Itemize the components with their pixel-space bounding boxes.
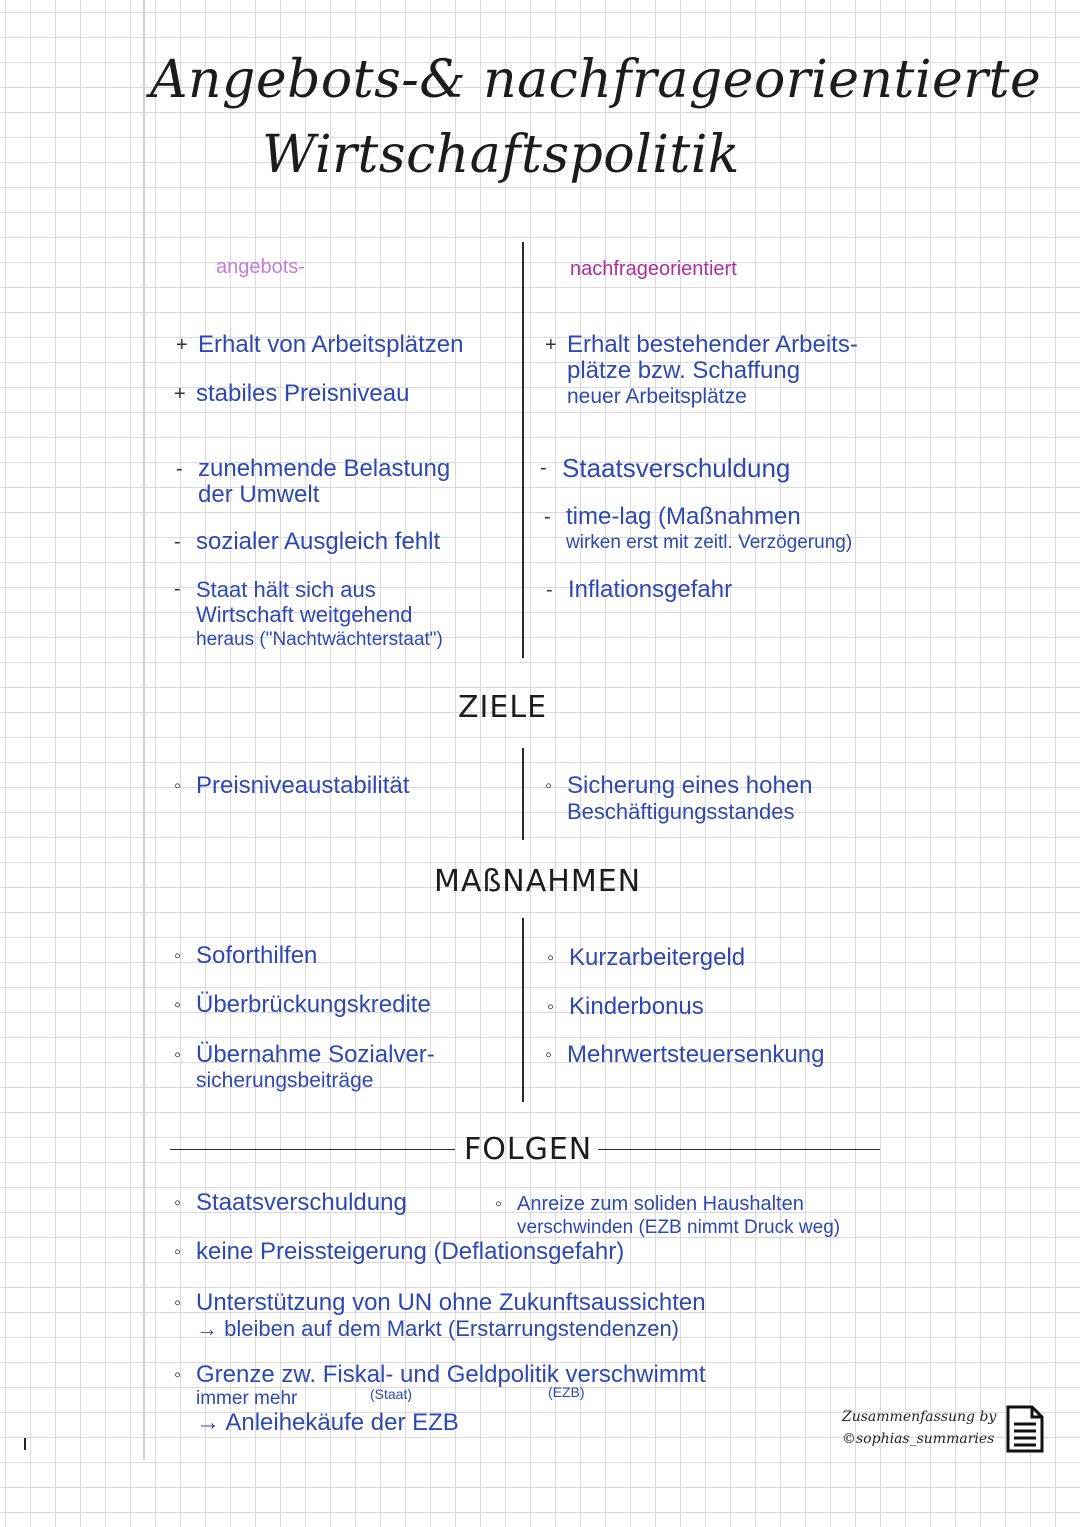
minus-icon: - xyxy=(176,458,183,480)
bullet-icon: ◦ xyxy=(174,1292,182,1314)
massnahmen-right-3 xyxy=(545,1041,825,1068)
page-title-line2: Wirtschaftspolitik xyxy=(262,125,740,185)
right-pro-1-text-a: Erhalt bestehender Arbeits- xyxy=(567,331,858,358)
bullet-icon: ◦ xyxy=(174,1192,182,1214)
right-pro-1-text-c: neuer Arbeitsplätze xyxy=(567,385,747,408)
folgen-item-3-text-b: → bleiben auf dem Markt (Erstarrungstendenzen) xyxy=(196,1316,680,1341)
right-pro-1-text-b: plätze bzw. Schaffung xyxy=(567,357,801,384)
bullet-icon: ◦ xyxy=(174,945,182,967)
folgen-item-3-text-a: Unterstützung von UN ohne Zukunftsaussichten xyxy=(196,1289,706,1316)
minus-icon: - xyxy=(174,531,181,553)
column-heading-left: angebots- xyxy=(216,256,305,278)
column-divider-ziele xyxy=(522,748,524,840)
section-heading-ziele: ZIELE xyxy=(458,690,548,725)
massnahmen-right-3-text: Mehrwertsteuersenkung xyxy=(567,1041,825,1068)
folgen-item-4-text-b: immer mehr xyxy=(196,1388,298,1409)
left-con-3 xyxy=(174,577,443,652)
folgen-item-1b-text-a: Anreize zum soliden Haushalten xyxy=(517,1193,804,1215)
minus-icon: - xyxy=(174,578,181,600)
right-con-2-text-a: time-lag (Maßnahmen xyxy=(566,503,801,530)
folgen-item-4-ezb: (EZB) xyxy=(548,1384,585,1400)
folgen-rule-right xyxy=(598,1149,880,1150)
footer-credit-line2: ©sophias_summaries xyxy=(842,1431,995,1447)
left-pro-2 xyxy=(174,380,410,407)
folgen-item-4 xyxy=(174,1361,706,1388)
folgen-item-1b-text-b: verschwinden (EZB nimmt Druck weg) xyxy=(517,1217,841,1238)
massnahmen-left-1-text: Soforthilfen xyxy=(196,942,318,969)
massnahmen-left-1 xyxy=(174,942,318,969)
folgen-item-2 xyxy=(174,1238,625,1265)
bullet-icon: ◦ xyxy=(545,775,553,797)
massnahmen-right-1-text: Kurzarbeitergeld xyxy=(569,944,746,971)
ziele-right xyxy=(545,772,813,825)
footer-credit xyxy=(842,1406,996,1450)
folgen-item-3 xyxy=(174,1289,706,1342)
bullet-icon: ◦ xyxy=(547,996,555,1018)
right-con-3 xyxy=(546,576,733,603)
bullet-icon: ◦ xyxy=(174,775,182,797)
bullet-icon: ◦ xyxy=(174,1364,182,1386)
page-title-line1: Angebots-& nachfrageorientierte xyxy=(150,50,1042,110)
massnahmen-left-3-text-b: sicherungsbeiträge xyxy=(196,1069,374,1092)
right-con-2 xyxy=(544,503,853,556)
folgen-item-4-text-c: → Anleihekäufe der EZB xyxy=(196,1409,459,1436)
left-con-1 xyxy=(176,455,451,508)
left-con-2-text: sozialer Ausgleich fehlt xyxy=(196,528,441,555)
bullet-icon: ◦ xyxy=(545,1044,553,1066)
massnahmen-right-2-text: Kinderbonus xyxy=(569,993,704,1020)
folgen-rule-left xyxy=(170,1149,455,1150)
bullet-icon: ◦ xyxy=(547,947,555,969)
massnahmen-left-2 xyxy=(174,991,431,1018)
edge-tick xyxy=(24,1438,26,1450)
bullet-icon: ◦ xyxy=(174,1044,182,1066)
massnahmen-left-2-text: Überbrückungskredite xyxy=(196,991,431,1018)
minus-icon: - xyxy=(540,457,547,479)
left-con-3-text-b: Wirtschaft weitgehend xyxy=(196,602,413,627)
folgen-item-4-staat: (Staat) xyxy=(370,1386,413,1402)
left-con-1-text-b: der Umwelt xyxy=(198,481,320,508)
minus-icon: - xyxy=(544,506,551,528)
folgen-item-1-text: Staatsverschuldung xyxy=(196,1189,407,1216)
folgen-item-2-text: keine Preissteigerung (Deflationsgefahr) xyxy=(196,1238,625,1265)
left-con-1-text-a: zunehmende Belastung xyxy=(198,455,451,482)
bullet-icon: ◦ xyxy=(174,994,182,1016)
column-divider-top xyxy=(522,242,524,658)
right-pro-1 xyxy=(545,331,858,410)
massnahmen-left-3 xyxy=(174,1041,435,1094)
left-con-2 xyxy=(174,528,441,555)
column-divider-massnahmen xyxy=(522,918,524,1102)
left-pro-1 xyxy=(176,331,464,358)
document-icon xyxy=(1005,1404,1045,1454)
left-pro-2-text: stabiles Preisniveau xyxy=(196,380,410,407)
column-heading-right: nachfrageorientiert xyxy=(570,258,737,280)
plus-icon: + xyxy=(174,383,186,405)
folgen-item-4-text-a: Grenze zw. Fiskal- und Geldpolitik verschwimmt xyxy=(196,1361,706,1388)
minus-icon: - xyxy=(546,579,553,601)
ziele-right-text-b: Beschäftigungsstandes xyxy=(567,799,795,824)
left-con-3-text-c: heraus ("Nachtwächterstaat") xyxy=(196,629,443,650)
plus-icon: + xyxy=(176,334,188,356)
section-heading-massnahmen: MAßNAHMEN xyxy=(434,864,642,899)
ziele-right-text-a: Sicherung eines hohen xyxy=(567,772,813,799)
ziele-left-text: Preisniveaustabilität xyxy=(196,772,410,799)
right-con-3-text: Inflationsgefahr xyxy=(568,576,733,603)
right-con-1-text: Staatsverschuldung xyxy=(562,453,791,483)
massnahmen-right-1 xyxy=(547,944,746,971)
left-pro-1-text: Erhalt von Arbeitsplätzen xyxy=(198,331,464,358)
massnahmen-left-3-text-a: Übernahme Sozialver- xyxy=(196,1041,435,1068)
bullet-icon: ◦ xyxy=(174,1241,182,1263)
right-con-2-text-b: wirken erst mit zeitl. Verzögerung) xyxy=(566,532,853,553)
folgen-item-1 xyxy=(174,1189,407,1216)
folgen-item-1b xyxy=(495,1192,841,1240)
left-con-3-text-a: Staat hält sich aus xyxy=(196,577,376,602)
bullet-icon: ◦ xyxy=(495,1193,503,1215)
right-con-1 xyxy=(540,453,791,483)
massnahmen-right-2 xyxy=(547,993,704,1020)
section-heading-folgen: FOLGEN xyxy=(464,1132,593,1167)
ziele-left xyxy=(174,772,410,799)
plus-icon: + xyxy=(545,334,557,356)
footer-credit-line1: Zusammenfassung by xyxy=(842,1409,997,1425)
margin-line xyxy=(143,0,145,1460)
